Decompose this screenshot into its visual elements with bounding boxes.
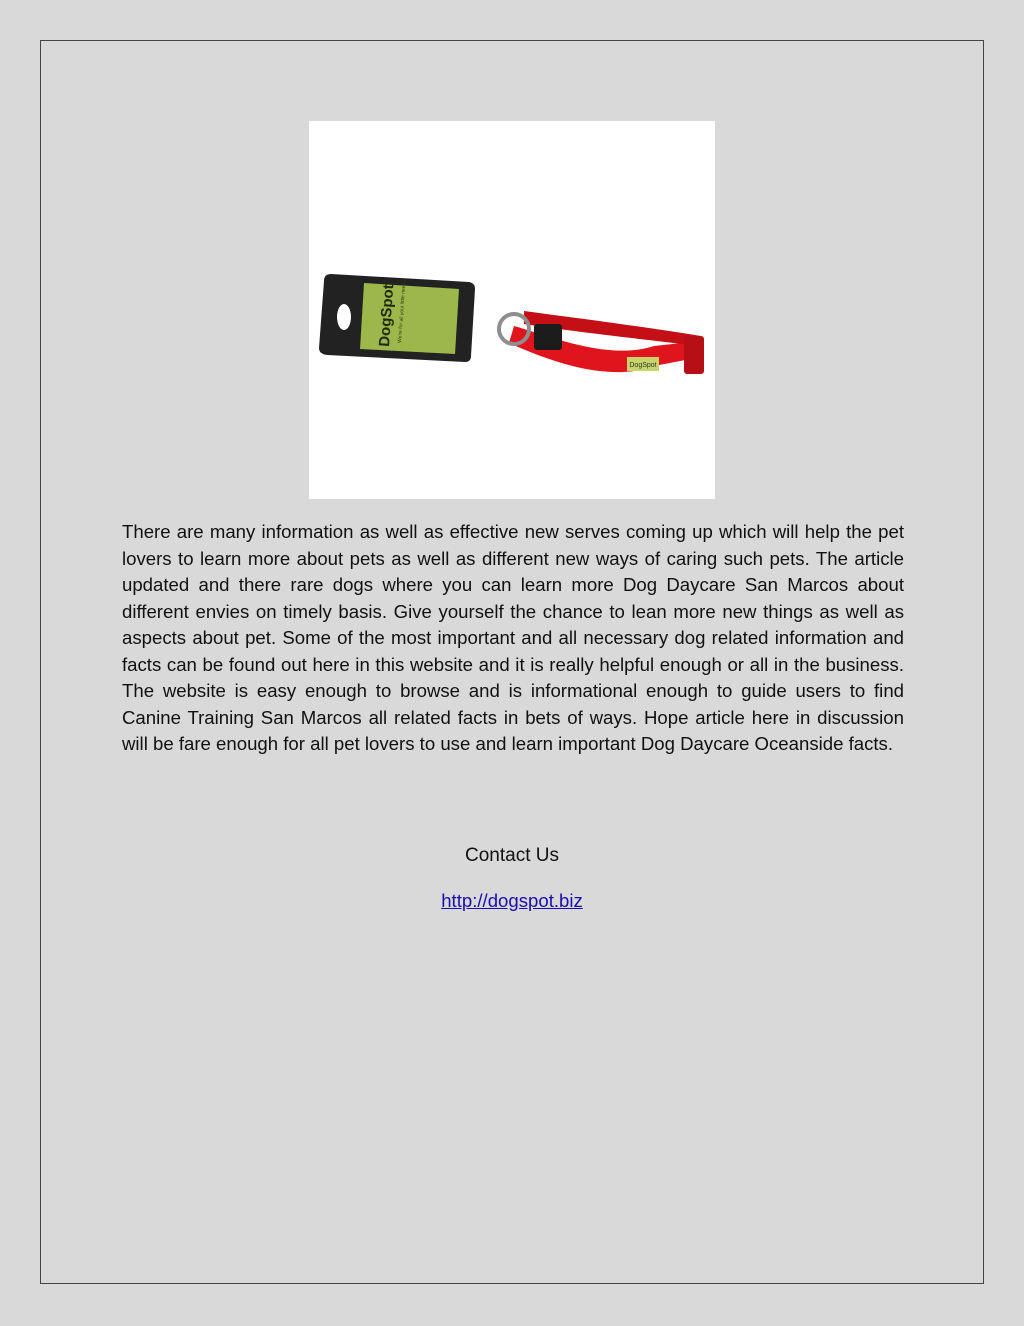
tag-tagline-text: We're for all your little needs	[397, 280, 408, 344]
contact-link-container	[41, 890, 983, 912]
contact-link[interactable]: http://dogspot.biz	[441, 890, 583, 911]
collar-label-text: DogSpot	[629, 362, 657, 369]
article-paragraph: There are many information as well as effective new serves coming up which will help the pet lovers to learn more about pets as well as different new ways of caring such pets. The article updated and there rare dogs where you can learn more Dog Daycare San Marcos about different envies on timely basis. Give yourself the chance to lean more new things as well as aspects about pet. Some of the most important and all necessary dog related information and facts can be found out here in this website and it is really helpful enough or all in the business. The website is easy enough to browse and is informational enough to guide users to find Canine Training San Marcos all related facts in bets of ways. Hope article here in discussion will be fare enough for all pet lovers to use and learn important Dog Daycare Oceanside facts.	[122, 521, 904, 754]
hang-hole	[337, 304, 351, 330]
tag-brand-text: DogSpot	[376, 283, 398, 348]
collar-buckle	[534, 324, 562, 350]
tag-card	[360, 283, 459, 354]
contact-heading: Contact Us	[465, 845, 559, 866]
document-page	[40, 40, 984, 1284]
dog-collar-image	[309, 121, 715, 499]
collar-end-clip	[684, 336, 704, 374]
